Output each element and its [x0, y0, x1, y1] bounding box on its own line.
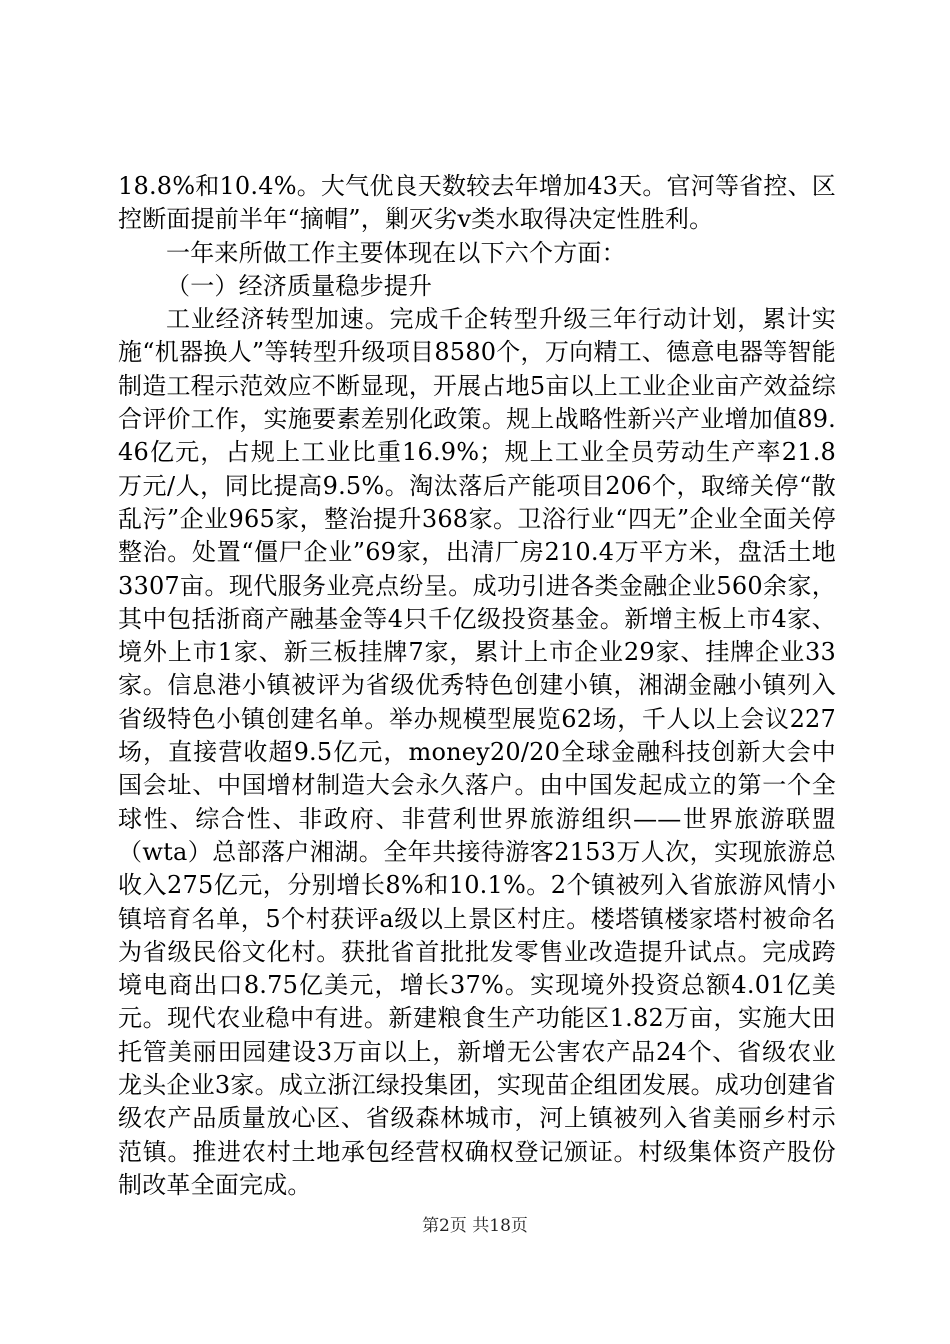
paragraph-intro: 一年来所做工作主要体现在以下六个方面：: [166, 238, 626, 267]
paragraph-industrial-economy: 工业经济转型加速。完成千企转型升级三年行动计划，累计实施“机器换人”等转型升级项目8580个，万向精工、德意电器等智能制造工程示范效应不断显现，开展占地5亩以上工业企业亩产效益综合评价工作，实施要素差别化政策。规上战略性新兴产业增加值89.46亿元，占规上工业比重16.9%；规上工业全员劳动生产率21.8万元/人，同比提高9.5%。淘汰落后产能项目206个，取缔关停“散乱污”企业965家，整治提升368家。卫浴行业“四无”企业全面关停整治。处置“僵尸企业”69家，出清厂房210.4万平方米，盘活土地3307亩。现代服务业亮点纷呈。成功引进各类金融企业560余家，其中包括浙商产融基金等4只千亿级投资基金。新增主板上市4家、境外上市1家、新三板挂牌7家，累计上市企业29家、挂牌企业33家。信息港小镇被评为省级优秀特色创建小镇，湘湖金融小镇列入省级特色小镇创建名单。举办规模型展览62场，千人以上会议227场，直接营收超9.5亿元，money20/20全球金融科技创新大会中国会址、中国增材制造大会永久落户。由中国发起成立的第一个全球性、综合性、非政府、非营利世界旅游组织——世界旅游联盟（wta）总部落户湘湖。全年共接待游客2153万人次，实现旅游总收入275亿元，分别增长8%和10.1%。2个镇被列入省旅游风情小镇培育名单，5个村获评a级以上景区村庄。楼塔镇楼家塔村被命名为省级民俗文化村。获批省首批批发零售业改造提升试点。完成跨境电商出口8.75亿美元，增长37%。实现境外投资总额4.01亿美元。现代农业稳中有进。新建粮食生产功能区1.82万亩，实施大田托管美丽田园建设3万亩以上，新增无公害农产品24个、省级农业龙头企业3家。成立浙江绿投集团，实现苗企组团发展。成功创建省级农产品质量放心区、省级森林城市，河上镇被列入省美丽乡村示范镇。推进农村土地承包经营权确权登记颁证。村级集体资产股份制改革全面完成。: [118, 305, 836, 1199]
paragraph-continuation: 18.8%和10.4%。大气优良天数较去年增加43天。官河等省控、区控断面提前半年“摘帽”，剿灭劣v类水取得决定性胜利。: [118, 172, 836, 234]
section-heading: （一）经济质量稳步提升: [166, 271, 433, 300]
body-text: [118, 170, 836, 1202]
page-footer: 第2页 共18页: [422, 1216, 528, 1236]
